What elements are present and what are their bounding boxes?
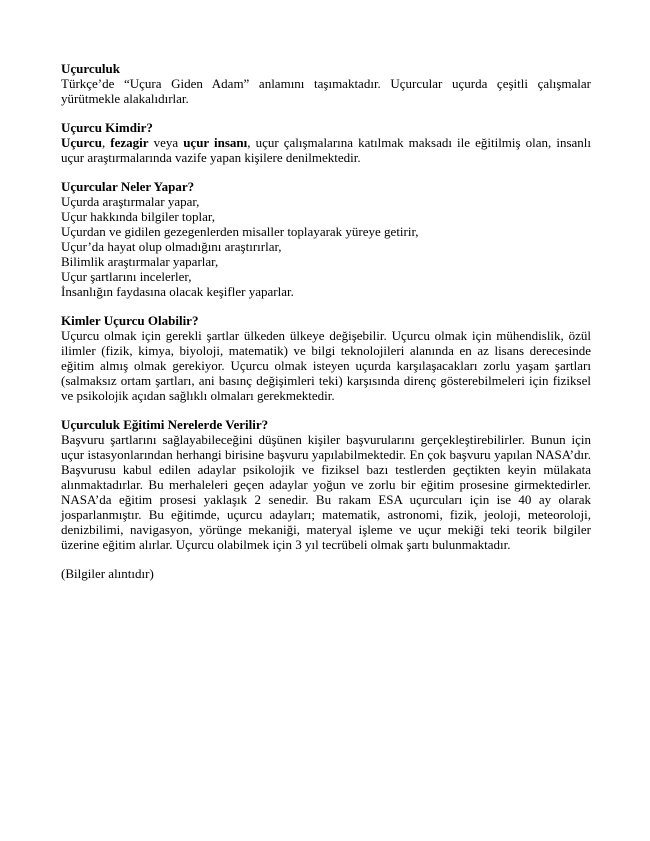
paragraph-kimdir (61, 135, 591, 165)
bold-term-fezagir: fezagir (110, 135, 149, 150)
section-neler-yapar (61, 179, 591, 299)
list-line: Uçur hakkında bilgiler toplar, (61, 209, 215, 224)
heading-neler-yapar: Uçurcular Neler Yapar? (61, 179, 195, 194)
paragraph-ucurculuk: Türkçe’de “Uçura Giden Adam” anlamını taşımaktadır. Uçurcular uçurda çeşitli çalışmalar yürütmekle alakalıdırlar. (61, 76, 591, 106)
section-kimdir (61, 120, 591, 165)
list-line: Uçurdan ve gidilen gezegenlerden misaller toplayarak yüreye getirir, (61, 224, 419, 239)
paragraph-egitim: Başvuru şartlarını sağlayabileceğini düşünen kişiler başvurularını gerçekleştirebilirler. Bunun için uçur istasyonlarından herhangi birisine başvuru yapılabilmektedir. En çok başvuru yapılan NASA’dır. Başvurusu kabul edilen adaylar psikolojik ve fiziksel bazı testlerden geçtikten keyin mülakata alınmaktadırlar. Bu merhaleleri geçen adaylar yoğun ve zorlu bir eğitim prosesine girmektedirler. NASA’da eğitim prosesi yaklaşık 2 senedir. Bu rakam ESA uçurcuları için ise 40 ay olarak josparlanmıştır. Bu eğitimde, uçurcu adayları; matematik, astronomi, fizik, jeoloji, meteoroloji, denizbilimi, navigasyon, yörünge mekaniği, materyal işleme ve uçur mekiği teki teorik bilgiler üzerine eğitim alırlar. Uçurcu olabilmek için 3 yıl tecrübeli olmak şartı bulunmaktadır. (61, 432, 591, 552)
paragraph-kimdir-rest: , uçur çalışmalarına katılmak maksadı ile eğitilmiş olan, insanlı uçur araştırmalarında vazife yapan kişilere denilmektedir. (61, 135, 592, 165)
heading-kimler-olabilir: Kimler Uçurcu Olabilir? (61, 313, 199, 328)
heading-egitim: Uçurculuk Eğitimi Nerelerde Verilir? (61, 417, 269, 432)
bold-term-ucurcu: Uçurcu (61, 135, 102, 150)
section-egitim (61, 417, 591, 552)
list-line: İnsanlığın faydasına olacak keşifler yaparlar. (61, 284, 294, 299)
heading-kimdir: Uçurcu Kimdir? (61, 120, 153, 135)
bold-term-ucur-insani: uçur insanı (183, 135, 248, 150)
list-line: Uçur’da hayat olup olmadığını araştırırlar, (61, 239, 282, 254)
heading-ucurculuk: Uçurculuk (61, 61, 120, 76)
list-line: Bilimlik araştırmalar yaparlar, (61, 254, 219, 269)
footer-note: (Bilgiler alıntıdır) (61, 566, 154, 581)
list-line: Uçurda araştırmalar yapar, (61, 194, 200, 209)
section-kimler-olabilir (61, 313, 591, 403)
paragraph-kimler-olabilir: Uçurcu olmak için gerekli şartlar ülkeden ülkeye değişebilir. Uçurcu olmak için mühendislik, özül ilimler (fizik, kimya, biyoloji, matematik) ve bilgi teknolojileri alanında en az lisans derecesinde eğitim almış olmak gerekiyor. Uçurcu olmak isteyen uçurda karşılaşacakları zorlu yaşam şartları (salmaksız ortam şartları, ani basınç değişimleri teki) karşısında direnç gösterebilmeleri için fiziksel ve psikolojik açıdan sağlıklı olmaları gerekmektedir. (61, 328, 591, 403)
section-ucurculuk (61, 61, 591, 106)
separator-text: veya (148, 135, 184, 150)
separator-text: , (101, 135, 111, 150)
list-line: Uçur şartlarını incelerler, (61, 269, 192, 284)
